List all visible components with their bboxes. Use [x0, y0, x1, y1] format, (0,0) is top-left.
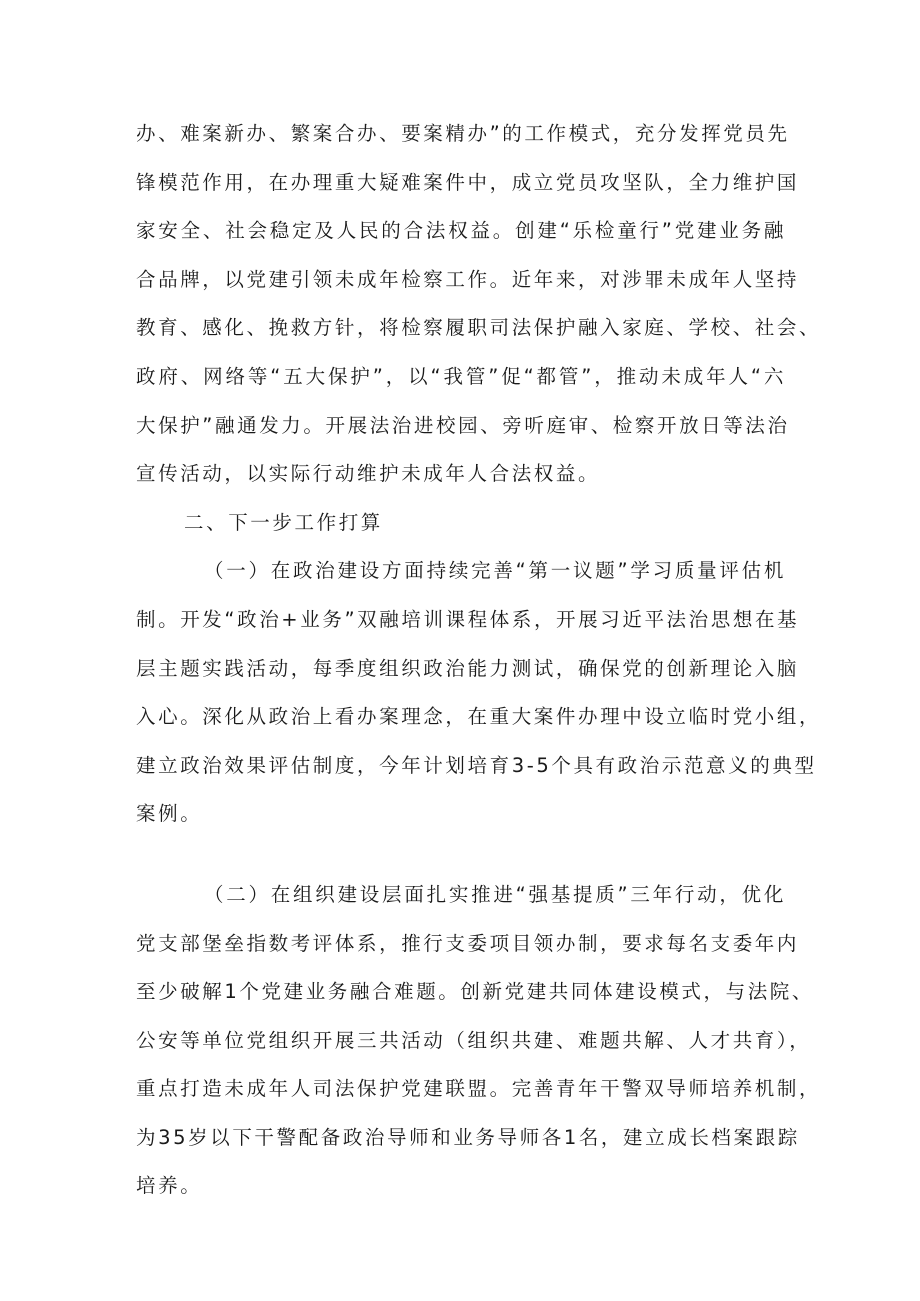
paragraph-line: 至少破解1个党建业务融合难题。创新党建共同体建设模式，与法院、: [136, 980, 815, 1004]
paragraph-line: 重点打造未成年人司法保护党建联盟。完善青年干警双导师培养机制，: [136, 1077, 822, 1101]
document-body: [136, 110, 822, 1211]
paragraph-line: 家安全、社会稳定及人民的合法权益。创建“乐检童行”党建业务融: [136, 219, 786, 243]
paragraph-line: 培养。: [136, 1174, 203, 1198]
paragraph-line: 公安等单位党组织开展三共活动（组织共建、难题共解、人才共育），: [136, 1028, 812, 1052]
paragraph-1: [136, 110, 822, 499]
paragraph-line: 政府、网络等“五大保护”，以“我管”促“都管”，推动未成年人“六: [136, 364, 786, 388]
paragraph-line: （一）在政治建设方面持续完善“第一议题”学习质量评估机: [204, 559, 786, 583]
paragraph-line: 宣传活动，以实际行动维护未成年人合法权益。: [136, 462, 601, 486]
paragraph-line: 合品牌，以党建引领未成年检察工作。近年来，对涉罪未成年人坚持: [136, 267, 800, 291]
paragraph-line: 党支部堡垒指数考评体系，推行支委项目领办制，要求每名支委年内: [136, 931, 800, 955]
paragraph-line: 制。开发“政治+业务”双融培训课程体系，开展习近平法治思想在基: [136, 607, 800, 631]
paragraph-line: 入心。深化从政治上看办案理念，在重大案件办理中设立临时党小组，: [136, 705, 822, 729]
paragraph-line: （二）在组织建设层面扎实推进“强基提质”三年行动，优化: [204, 882, 786, 906]
paragraph-3: [136, 871, 822, 1211]
paragraph-line: 教育、感化、挽救方针，将检察履职司法保护融入家庭、学校、社会、: [136, 316, 822, 340]
paragraph-line: 层主题实践活动，每季度组织政治能力测试，确保党的创新理论入脑: [136, 656, 800, 680]
paragraph-2: [136, 547, 822, 839]
paragraph-line: 锋模范作用，在办理重大疑难案件中，成立党员攻坚队，全力维护国: [136, 170, 800, 194]
paragraph-line: 大保护”融通发力。开展法治进校园、旁听庭审、检察开放日等法治: [136, 413, 790, 437]
paragraph-line: 办、难案新办、繁案合办、要案精办”的工作模式，充分发挥党员先: [136, 122, 790, 145]
paragraph-line: 为35岁以下干警配备政治导师和业务导师各1名，建立成长档案跟踪: [136, 1125, 800, 1149]
section-heading: 二、下一步工作打算: [184, 510, 383, 534]
paragraph-spacer: [136, 839, 786, 871]
paragraph-line: 建立政治效果评估制度，今年计划培育3-5个具有政治示范意义的典型: [136, 753, 817, 777]
paragraph-line: 案例。: [136, 802, 203, 826]
